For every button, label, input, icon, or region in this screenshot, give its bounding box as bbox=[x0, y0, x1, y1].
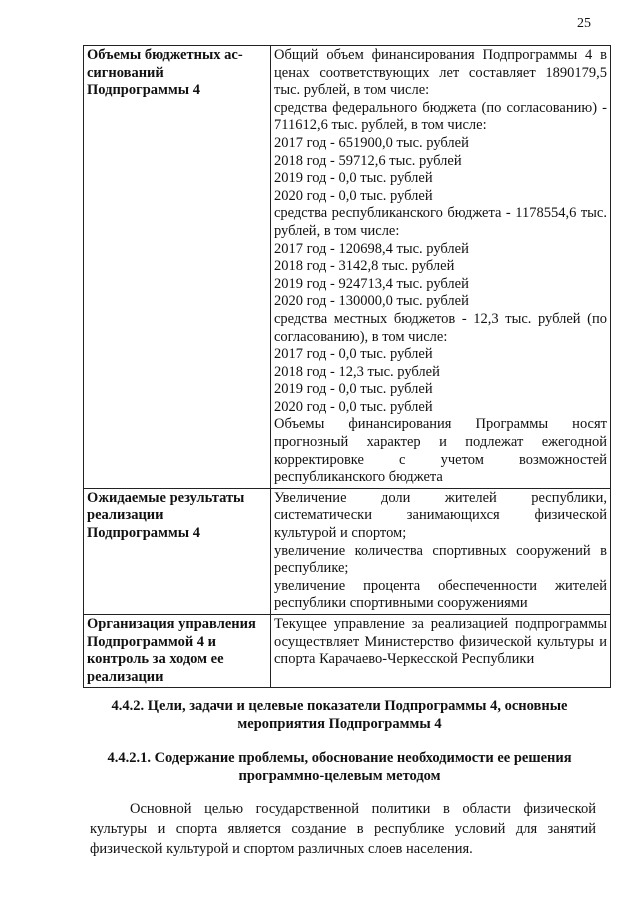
budget-line: 2020 год - 0,0 тыс. рублей bbox=[274, 187, 433, 204]
table-row bbox=[84, 488, 611, 614]
budget-line: 2020 год - 0,0 тыс. рублей bbox=[274, 398, 433, 415]
result-line: Увеличение доли жителей республики, систематически занимающихся физической культурой и спортом; bbox=[274, 489, 607, 542]
row-label-management: Организация управления Подпрограммой 4 и контроль за ходом ее реализации bbox=[84, 615, 271, 688]
budget-line: 2018 год - 59712,6 тыс. рублей bbox=[274, 152, 462, 169]
row-label-budget: Объемы бюджетных ас-сигнований Подпрограммы 4 bbox=[84, 46, 271, 489]
budget-line: 2019 год - 0,0 тыс. рублей bbox=[274, 170, 433, 187]
result-line: увеличение количества спортивных сооружений в республике; bbox=[274, 542, 607, 577]
budget-line: 2020 год - 130000,0 тыс. рублей bbox=[274, 293, 469, 310]
budget-line: 2019 год - 0,0 тыс. рублей bbox=[274, 381, 433, 398]
budget-line: Общий объем финансирования Подпрограммы 4 в ценах соответствующих лет составляет 1890179,5 тыс. рублей, в том числе: bbox=[274, 47, 607, 99]
table-row bbox=[84, 46, 611, 489]
subprogram-passport-table bbox=[83, 45, 611, 688]
budget-line: 2017 год - 0,0 тыс. рублей bbox=[274, 346, 433, 363]
section-heading-goals: 4.4.2. Цели, задачи и целевые показатели Подпрограммы 4, основные мероприятия Подпрограммы 4 bbox=[111, 698, 568, 732]
management-line: Текущее управление за реализацией подпрограммы осуществляет Министерство физической культуры и спорта Карачаево-Черкесской Республики bbox=[274, 616, 607, 668]
budget-line: 2018 год - 12,3 тыс. рублей bbox=[274, 363, 440, 380]
result-line: увеличение процента обеспеченности жителей республики спортивными сооружениями bbox=[274, 577, 607, 612]
budget-line: 2018 год - 3142,8 тыс. рублей bbox=[274, 258, 455, 275]
budget-line: 2017 год - 120698,4 тыс. рублей bbox=[274, 240, 469, 257]
budget-line: Объемы финансирования Программы носят прогнозный характер и подлежат ежегодной корректировке с учетом возможностей республиканского бюджета bbox=[274, 416, 607, 486]
row-value-results bbox=[271, 488, 611, 614]
budget-line: средства федерального бюджета (по согласованию) - 711612,6 тыс. рублей, в том числе: bbox=[274, 99, 607, 134]
table-row bbox=[84, 615, 611, 688]
body-paragraph: Основной целью государственной политики в области физической культуры и спорта является создание в республике условий для занятий физической культурой и спортом различных слоев населения. bbox=[90, 801, 596, 857]
row-value-management bbox=[271, 615, 611, 688]
budget-line: средства республиканского бюджета - 1178554,6 тыс. рублей, в том числе: bbox=[274, 205, 607, 239]
row-label-results: Ожидаемые результаты реализации Подпрограммы 4 bbox=[84, 488, 271, 614]
row-value-budget bbox=[271, 46, 611, 489]
section-heading-problem: 4.4.2.1. Содержание проблемы, обоснование необходимости ее решения программно-целевым методом bbox=[107, 750, 572, 784]
page-number: 25 bbox=[577, 16, 591, 31]
budget-line: 2017 год - 651900,0 тыс. рублей bbox=[274, 134, 469, 151]
budget-line: 2019 год - 924713,4 тыс. рублей bbox=[274, 275, 469, 292]
budget-line: средства местных бюджетов - 12,3 тыс. рублей (по согласованию), в том числе: bbox=[274, 310, 607, 345]
